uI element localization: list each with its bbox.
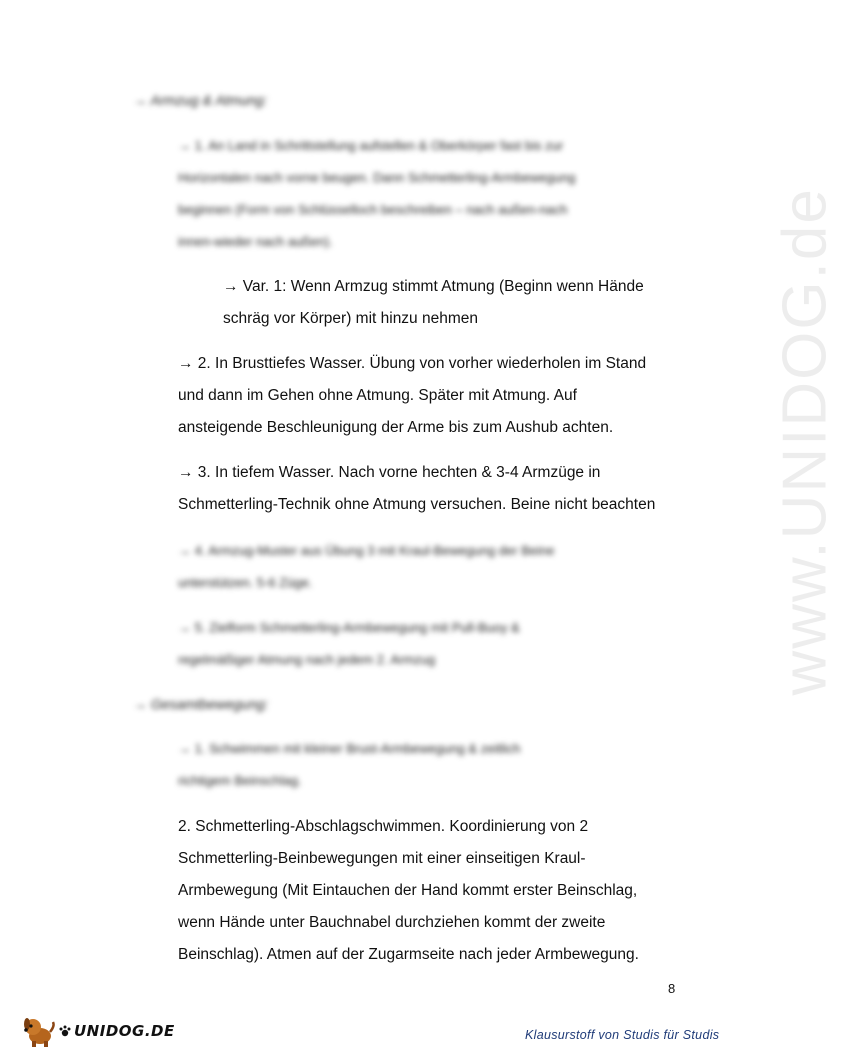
footer-tagline: Klausurstoff von Studis für Studis [525,1028,720,1042]
footer-logo [22,1014,175,1048]
paragraph-gesamt-1: → 1. Schwimmen mit kleiner Brust-Armbewegung & zeitlich richtigem Beinschlag. [178,741,521,788]
paragraph-gesamt-2: 2. Schmetterling-Abschlagschwimmen. Koordinierung von 2 Schmetterling-Beinbewegungen mit einer einseitigen Kraul- Armbewegung (Mit Eintauchen der Hand kommt erster Beinschlag, wenn Hände unter Bauchnabel durchziehen kommt der zweite Beinschlag). Atmen auf der Zugarmseite nach jeder Armbewegung. [178,818,639,963]
section-heading-gesamt: → Gesamtbewegung: [133,696,269,712]
paragraph-step-3: → 3. In tiefem Wasser. Nach vorne hechten & 3-4 Armzüge in Schmetterling-Technik ohne Atmung versuchen. Beine nicht beachten [178,464,656,513]
paragraph-step-5: → 5. Zielform Schmetterling-Armbewegung mit Pull-Buoy & regelmäßiger Atmung nach jedem 2. Armzug [178,620,520,667]
dog-icon [22,1014,56,1048]
section-heading-armzug: → Armzug & Atmung: [133,92,268,108]
paw-icon [58,1024,72,1038]
paragraph-step-1: → 1. An Land in Schrittstellung aufstellen & Oberkörper fast bis zur Horizontalen nach vorne beugen. Dann Schmetterling-Armbewegung beginnen (Form von Schlüsselloch beschreiben – nach außen-nach innen-wieder nach außen). [178,138,576,249]
paragraph-step-4: → 4. Armzug-Muster aus Übung 3 mit Kraul-Bewegung der Beine unterstützen. 5-6 Züge. [178,543,555,590]
paragraph-variation-1: → Var. 1: Wenn Armzug stimmt Atmung (Beginn wenn Hände schräg vor Körper) mit hinzu nehmen [223,278,644,327]
logo-text: UNIDOG.DE [74,1022,175,1040]
watermark: www.UNIDOG.de [770,187,840,696]
paragraph-step-2: → 2. In Brusttiefes Wasser. Übung von vorher wiederholen im Stand und dann im Gehen ohne Atmung. Später mit Atmung. Auf ansteigende Beschleunigung der Arme bis zum Aushub achten. [178,355,647,436]
page-number: 8 [668,981,676,996]
